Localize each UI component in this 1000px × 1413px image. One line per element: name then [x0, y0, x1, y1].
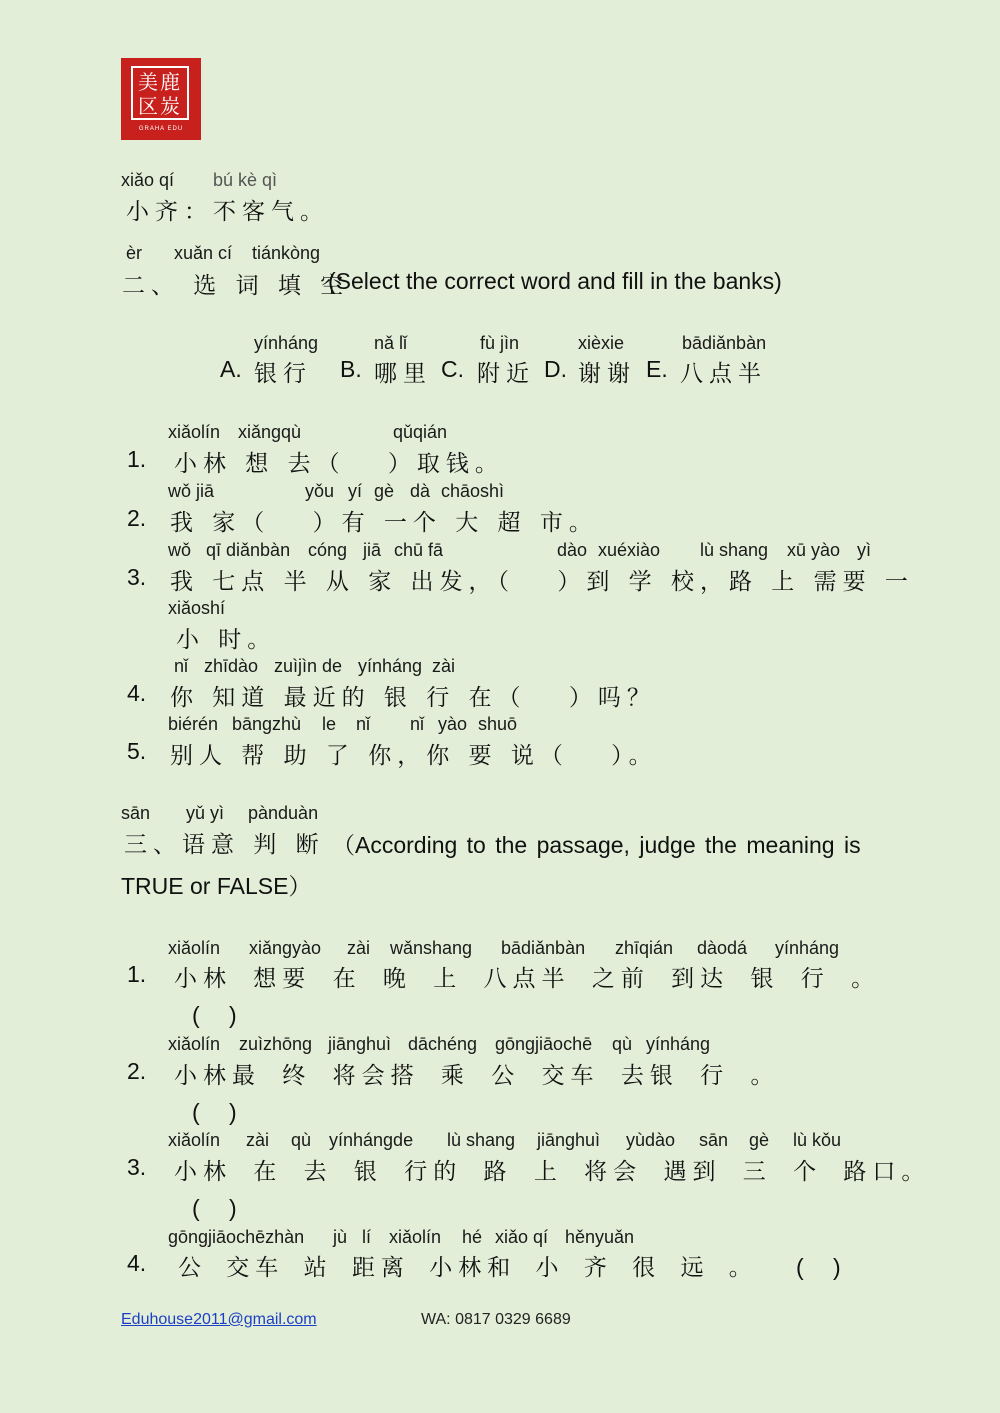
s4-pinyin: xiǎo qí [495, 1227, 549, 1247]
s1-pinyin: xiǎolín [168, 938, 221, 958]
q4-pinyin: zhīdào [204, 656, 259, 676]
contact-email-link[interactable]: Eduhouse2011@gmail.com [121, 1311, 317, 1328]
q1-pinyin: xiǎolín [168, 422, 221, 442]
s3-pinyin: yùdào [626, 1130, 676, 1150]
s1-pinyin: dàodá [697, 938, 748, 958]
q3-number: 3. [127, 564, 147, 590]
s3-pinyin: xiǎolín [168, 1130, 221, 1150]
s3-answer-blank[interactable]: ( ) [192, 1195, 237, 1221]
option-c-letter: C. [441, 356, 464, 382]
q4-text: 你 知道 最近的 银 行 在（ ）吗？ [170, 685, 656, 711]
s1-number: 1. [127, 961, 147, 987]
s3-pinyin: yínhángde [329, 1130, 414, 1150]
q2-pinyin: dà [410, 481, 431, 501]
s2-pinyin: xiǎolín [168, 1034, 221, 1054]
section3-title: 三、语意 判 断 [124, 832, 325, 858]
q5-pinyin: yào [438, 714, 468, 734]
s2-pinyin: qù [612, 1034, 633, 1054]
section2-title: 二、 选 词 填 空 [122, 273, 350, 299]
dialog-line: 小齐：不客气。 [126, 199, 329, 225]
q4-number: 4. [127, 680, 147, 706]
s3-pinyin: jiānghuì [537, 1130, 601, 1150]
q4-pinyin: zuìjìn de [274, 656, 343, 676]
q3-pinyin: jiā [363, 540, 382, 560]
q1-pinyin: xiǎngqù [238, 422, 302, 442]
option-d-letter: D. [544, 356, 567, 382]
logo [121, 58, 201, 140]
q4-pinyin: zài [432, 656, 456, 676]
q3-pinyin: dào [557, 540, 588, 560]
logo-subtitle: GRAHA EDU [138, 126, 184, 132]
section2-pinyin-1: èr [126, 243, 143, 263]
s3-pinyin: zài [246, 1130, 270, 1150]
option-e-letter: E. [646, 356, 668, 382]
q5-pinyin: bāngzhù [232, 714, 302, 734]
q4-pinyin: yínháng [358, 656, 423, 676]
q3-pinyin: yì [857, 540, 872, 560]
option-e-text: 八点半 [680, 361, 767, 387]
q5-pinyin: biérén [168, 714, 219, 734]
section3-pinyin-2: yǔ yì [186, 803, 225, 823]
q5-text: 别人 帮 助 了 你，你 要 说（ ）。 [170, 743, 658, 769]
q1-pinyin: qǔqián [393, 422, 448, 442]
q5-pinyin: nǐ [356, 714, 371, 734]
q5-pinyin: shuō [478, 714, 518, 734]
s3-pinyin: sān [699, 1130, 729, 1150]
s3-pinyin: gè [749, 1130, 770, 1150]
q3-pinyin-line2: xiǎoshí [168, 598, 226, 618]
option-a-text: 银行 [254, 361, 312, 387]
section3-title-en-line2: TRUE or FALSE） [121, 873, 312, 899]
q3-pinyin: cóng [308, 540, 348, 560]
s4-pinyin: xiǎolín [389, 1227, 442, 1247]
s1-pinyin: xiǎngyào [249, 938, 322, 958]
s3-number: 3. [127, 1154, 147, 1180]
s1-pinyin: wǎnshang [390, 938, 473, 958]
s3-pinyin: lù shang [447, 1130, 516, 1150]
s4-pinyin: lí [362, 1227, 371, 1247]
q3-pinyin: xuéxiào [598, 540, 661, 560]
s4-answer-blank[interactable]: ( ) [796, 1254, 841, 1280]
section2-pinyin-3: tiánkòng [252, 243, 321, 263]
s1-text: 小林 想要 在 晚 上 八点半 之前 到达 银 行 。 [174, 966, 881, 992]
q3-text: 我 七点 半 从 家 出发，（ ）到 学 校，路 上 需要 一 [170, 569, 914, 595]
q3-pinyin: qī diǎnbàn [206, 540, 291, 560]
logo-mark: 美鹿 区炭 [131, 66, 189, 120]
q3-pinyin: chū fā [394, 540, 444, 560]
s4-text: 公 交车 站 距离 小林和 小 齐 很 远 。 [178, 1255, 758, 1281]
section3-title-en: （According to the passage, judge the meaning is [332, 832, 861, 858]
pinyin-reply: bú kè qì [213, 170, 278, 190]
s2-number: 2. [127, 1058, 147, 1084]
s3-pinyin: qù [291, 1130, 312, 1150]
s3-text: 小林 在 去 银 行的 路 上 将会 遇到 三 个 路口。 [174, 1159, 931, 1185]
s1-pinyin: yínháng [775, 938, 840, 958]
section2-pinyin-2: xuǎn cí [174, 243, 233, 263]
s2-pinyin: yínháng [646, 1034, 711, 1054]
contact-whatsapp: WA: 0817 0329 6689 [421, 1311, 571, 1328]
q1-number: 1. [127, 446, 147, 472]
s2-answer-blank[interactable]: ( ) [192, 1099, 237, 1125]
q2-pinyin: chāoshì [441, 481, 505, 501]
option-a-letter: A. [220, 356, 242, 382]
s2-text: 小林最 终 将会搭 乘 公 交车 去银 行 。 [174, 1063, 780, 1089]
s2-pinyin: gōngjiāochē [495, 1034, 593, 1054]
s2-pinyin: jiānghuì [328, 1034, 392, 1054]
q3-pinyin: wǒ [168, 540, 192, 560]
option-c-text: 附近 [477, 361, 535, 387]
q2-pinyin: wǒ jiā [168, 481, 215, 501]
option-d-text: 谢谢 [578, 361, 636, 387]
section3-pinyin-3: pànduàn [248, 803, 319, 823]
option-b-letter: B. [340, 356, 362, 382]
s3-pinyin: lù kǒu [793, 1130, 842, 1150]
option-b-text: 哪里 [374, 361, 432, 387]
pinyin-speaker: xiǎo qí [121, 170, 175, 190]
section2-title-en: (Select the correct word and fill in the banks) [328, 268, 782, 294]
option-e-pinyin: bādiǎnbàn [682, 333, 767, 353]
q2-text: 我 家（ ）有 一个 大 超 市。 [170, 510, 598, 536]
s1-pinyin: bādiǎnbàn [501, 938, 586, 958]
s4-pinyin: gōngjiāochēzhàn [168, 1227, 305, 1247]
q2-pinyin: yǒu [305, 481, 335, 501]
q2-pinyin: gè [374, 481, 395, 501]
s2-pinyin: zuìzhōng [239, 1034, 313, 1054]
q3-text-line2: 小 时。 [176, 627, 277, 653]
q3-pinyin: xū yào [787, 540, 841, 560]
option-a-pinyin: yínháng [254, 333, 319, 353]
section3-pinyin-1: sān [121, 803, 151, 823]
s1-pinyin: zhīqián [615, 938, 674, 958]
s2-pinyin: dāchéng [408, 1034, 478, 1054]
q4-pinyin: nǐ [174, 656, 189, 676]
s1-pinyin: zài [347, 938, 371, 958]
s4-pinyin: hé [462, 1227, 483, 1247]
s4-pinyin: jù [333, 1227, 348, 1247]
s4-pinyin: hěnyuǎn [565, 1227, 635, 1247]
q1-text: 小林 想 去（ ）取钱。 [174, 451, 504, 477]
s4-number: 4. [127, 1250, 147, 1276]
q3-pinyin: lù shang [700, 540, 769, 560]
q5-number: 5. [127, 738, 147, 764]
option-d-pinyin: xièxie [578, 333, 625, 353]
s1-answer-blank[interactable]: ( ) [192, 1002, 237, 1028]
option-b-pinyin: nǎ lǐ [374, 333, 408, 353]
q5-pinyin: le [322, 714, 337, 734]
q2-number: 2. [127, 505, 147, 531]
option-c-pinyin: fù jìn [480, 333, 520, 353]
q2-pinyin: yí [348, 481, 363, 501]
q5-pinyin: nǐ [410, 714, 425, 734]
